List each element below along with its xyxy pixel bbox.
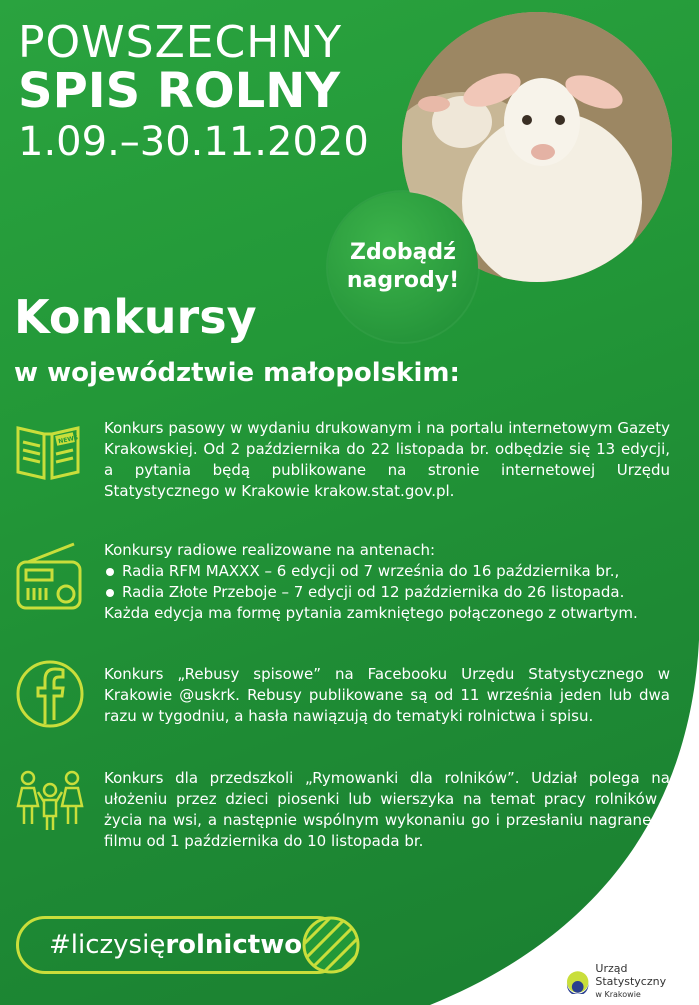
radio-outro: Każda edycja ma formę pytania zamkniętego połączonego z otwartym.	[104, 604, 638, 622]
prize-badge	[328, 192, 478, 342]
children-icon	[14, 766, 86, 832]
newspaper-icon	[14, 420, 82, 482]
radio-icon	[14, 540, 84, 612]
radio-bullet-zlote	[104, 582, 670, 603]
section-subtitle: w województwie małopolskim:	[14, 358, 460, 388]
statistics-office-emblem-icon	[566, 970, 589, 994]
contest-item-newspaper	[104, 418, 670, 502]
title-line-1: POWSZECHNY	[18, 17, 343, 68]
hashtag-pill	[16, 916, 346, 974]
contest-item-kindergarten	[104, 768, 670, 852]
radio-bullet-zlote-text: Radia Złote Przeboje – 7 edycji od 12 października do 26 listopada.	[122, 583, 625, 601]
newspaper-icon-label: NEWS	[57, 434, 79, 446]
logo-line-1: Urząd Statystyczny	[595, 962, 667, 988]
hashtag-prefix: #liczysię	[49, 930, 166, 960]
prize-badge-line-1: Zdobądź	[350, 240, 456, 265]
radio-bullet-rfm	[104, 561, 670, 582]
prize-badge-line-2: nagrody!	[346, 268, 460, 293]
section-title: Konkursy	[14, 290, 257, 344]
radio-intro: Konkursy radiowe realizowane na antenach:	[104, 541, 436, 559]
radio-bullet-rfm-text: Radia RFM MAXXX – 6 edycji od 7 września do 16 października br.,	[122, 562, 620, 580]
contest-text-kindergarten: Konkurs dla przedszkoli „Rymowanki dla rolników”. Udział polega na ułożeniu przez dzieci piosenki lub wierszyka na temat pracy rolników i życia na wsi, a następnie wspólnym wykonaniu go i przesłaniu nagranego filmu od 1 października do 10 listopada br.	[104, 769, 670, 850]
bullet-dot	[106, 568, 114, 576]
contest-text-facebook: Konkurs „Rebusy spisowe” na Facebooku Urzędu Statystycznego w Krakowie @uskrk. Rebusy publikowane są od 11 września jeden lub dwa razu w tygodniu, a hasła nawiązują do tematyki rolnictwa i spisu.	[104, 665, 670, 725]
facebook-icon	[14, 658, 86, 730]
hashtag-bold: rolnictwo	[165, 930, 303, 960]
contest-item-radio	[104, 540, 670, 624]
contest-item-facebook	[104, 664, 670, 727]
contest-text-newspaper: Konkurs pasowy w wydaniu drukowanym i na portalu internetowym Gazety Krakowskiej. Od 2 października do 22 listopada br. odbędzie się 13 edycji, a pytania będą publikowane na stronie internetowej Urzędu Statystycznego w Krakowie krakow.stat.gov.pl.	[104, 419, 670, 500]
striped-circle-decoration	[302, 916, 360, 974]
title-dates: 1.09.–30.11.2020	[18, 119, 369, 165]
title-line-2: SPIS ROLNY	[18, 63, 341, 119]
statistics-office-logo	[566, 962, 699, 1001]
bullet-dot	[106, 589, 114, 597]
logo-line-2: w Krakowie	[595, 990, 641, 999]
